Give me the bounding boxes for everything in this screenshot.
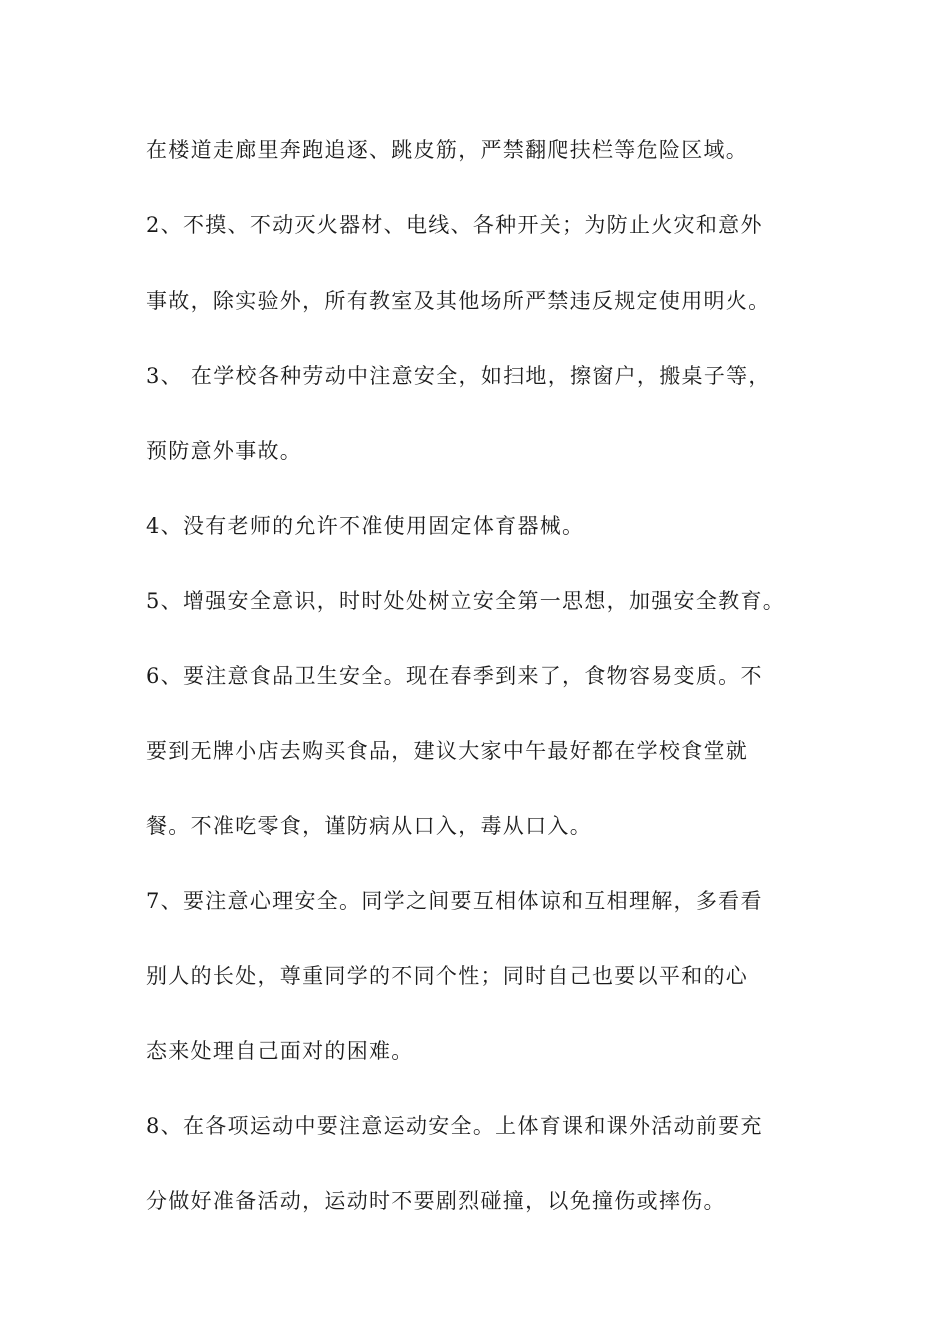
text-line: 7、要注意心理安全。同学之间要互相体谅和互相理解，多看看 [146, 889, 763, 913]
text-line: 2、不摸、不动灭火器材、电线、各种开关；为防止火灾和意外 [146, 213, 763, 237]
text-line: 6、要注意食品卫生安全。现在春季到来了，食物容易变质。不 [146, 664, 763, 688]
text-line: 预防意外事故。 [146, 439, 303, 463]
text-line: 要到无牌小店去购买食品，建议大家中午最好都在学校食堂就 [146, 739, 749, 763]
text-line: 态来处理自己面对的困难。 [146, 1039, 414, 1063]
text-line: 分做好准备活动，运动时不要剧烈碰撞，以免撞伤或摔伤。 [146, 1189, 726, 1213]
text-line: 3、 在学校各种劳动中注意安全，如扫地，擦窗户，搬桌子等， [146, 364, 771, 388]
text-line: 在楼道走廊里奔跑追逐、跳皮筋，严禁翻爬扶栏等危险区域。 [146, 138, 749, 162]
text-line: 5、增强安全意识，时时处处树立安全第一思想，加强安全教育。 [146, 589, 786, 613]
text-line: 别人的长处，尊重同学的不同个性；同时自己也要以平和的心 [146, 964, 749, 988]
text-line: 8、在各项运动中要注意运动安全。上体育课和课外活动前要充 [146, 1114, 763, 1138]
text-line: 餐。不准吃零食，谨防病从口入，毒从口入。 [146, 814, 592, 838]
text-line: 4、没有老师的允许不准使用固定体育器械。 [146, 514, 585, 538]
text-line: 事故，除实验外，所有教室及其他场所严禁违反规定使用明火。 [146, 289, 771, 313]
